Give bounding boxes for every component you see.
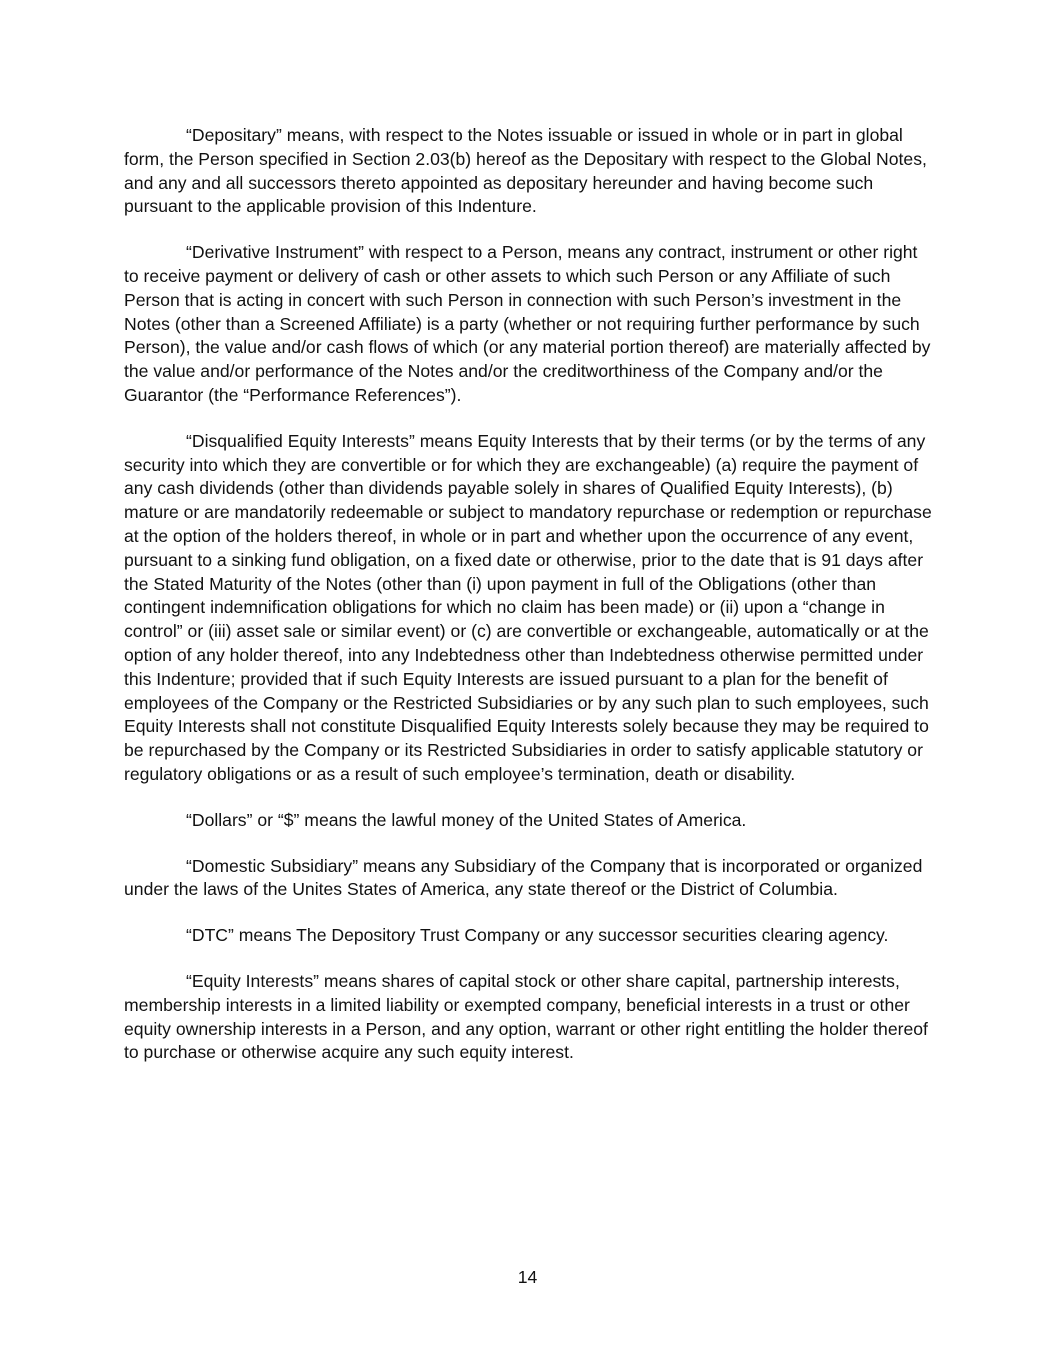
definition-text: means, with respect to the Notes issuable or issued in whole or in part in global form, the Person specified in Section 2.03(b) hereof as the Depositary with respect to the Global Notes, and any and all successors thereto appointed as depositary hereunder and having become such pursuant to the applicable provision of this Indenture. <box>124 125 927 217</box>
definition-text: means Equity Interests that by their terms (or by the terms of any security into which they are convertible or for which they are exchangeable) (a) require the payment of any cash dividends (other than dividends payable solely in shares of Qualified Equity Interests), (b) mature or are mandatorily redeemable or subject to mandatory repurchase or redemption or repurchase at the option of the holders thereof, in whole or in part and whether upon the occurrence of any event, pursuant to a sinking fund obligation, on a fixed date or otherwise, prior to the date that is 91 days after the Stated Maturity of the Notes (other than (i) upon payment in full of the Obligations (other than contingent indemnification obligations for which no claim has been made) or (ii) upon a “change in control” or (iii) asset sale or similar event) or (c) are convertible or exchangeable, automatically or at the option of any holder thereof, into any Indebtedness other than Indebtedness otherwise permitted under this Indenture; provided that if such Equity Interests are issued pursuant to a plan for the benefit of employees of the Company or the Restricted Subsidiaries or by any such plan to such employees, such Equity Interests shall not constitute Disqualified Equity Interests solely because they may be required to be repurchased by the Company or its Restricted Subsidiaries in order to satisfy applicable statutory or regulatory obligations or as a result of such employee’s termination, death or disability. <box>124 430 932 784</box>
defined-term: Domestic Subsidiary <box>191 855 353 876</box>
defined-term: Equity Interests <box>191 970 314 991</box>
definition-domestic-subsidiary: “Domestic Subsidiary” means any Subsidiary of the Company that is incorporated or organized under the laws of the Unites States of America, any state thereof or the District of Columbia. <box>124 855 923 900</box>
definition-dollars: “Dollars” or “$” means the lawful money of the United States of America. <box>186 809 747 830</box>
definition-text: or “$” means the lawful money of the United States of America. <box>257 809 747 830</box>
defined-term: DTC <box>191 925 229 946</box>
definition-derivative-instrument: “Derivative Instrument” with respect to a Person, means any contract, instrument or other right to receive payment or delivery of cash or other assets to which such Person or any Affiliate of such Person that is acting in concert with such Person in connection with such Person’s investment in the Notes (other than a Screened Affiliate) is a party (whether or not requiring further performance by such Person), the value and/or cash flows of which (or any material portion thereof) are materially affected by the value and/or performance of the Notes and/or the creditworthiness of the Company and/or the Guarantor (the “Performance References”). <box>124 242 931 405</box>
defined-term: Depositary <box>191 125 276 145</box>
definition-text: means shares of capital stock or other share capital, partnership interests, membership interests in a limited liability or exempted company, beneficial interests in a trust or other equity ownership interests in a Person, and any option, warrant or other right entitling the holder thereof to purchase or otherwise acquire any such equity interest. <box>124 970 928 1063</box>
definition-equity-interests: “Equity Interests” means shares of capital stock or other share capital, partnership interests, membership interests in a limited liability or exempted company, beneficial interests in a trust or other equity ownership interests in a Person, and any option, warrant or other right entitling the holder thereof to purchase or otherwise acquire any such equity interest. <box>124 970 928 1063</box>
document-body <box>124 124 932 1087</box>
definition-disqualified-equity-interests: “Disqualified Equity Interests” means Equity Interests that by their terms (or by the terms of any security into which they are convertible or for which they are exchangeable) (a) require the payment of any cash dividends (other than dividends payable solely in shares of Qualified Equity Interests), (b) mature or are mandatorily redeemable or subject to mandatory repurchase or redemption or repurchase at the option of the holders thereof, in whole or in part and whether upon the occurrence of any event, pursuant to a sinking fund obligation, on a fixed date or otherwise, prior to the date that is 91 days after the Stated Maturity of the Notes (other than (i) upon payment in full of the Obligations (other than contingent indemnification obligations for which no claim has been made) or (ii) upon a “change in control” or (iii) asset sale or similar event) or (c) are convertible or exchangeable, automatically or at the option of any holder thereof, into any Indebtedness other than Indebtedness otherwise permitted under this Indenture; provided that if such Equity Interests are issued pursuant to a plan for the benefit of employees of the Company or the Restricted Subsidiaries or by any such plan to such employees, such Equity Interests shall not constitute Disqualified Equity Interests solely because they may be required to be repurchased by the Company or its Restricted Subsidiaries in order to satisfy applicable statutory or regulatory obligations or as a result of such employee’s termination, death or disability. <box>124 430 932 784</box>
definition-text: means The Depository Trust Company or any successor securities clearing agency. <box>238 925 889 946</box>
page-number: 14 <box>517 1267 538 1287</box>
defined-term: Disqualified Equity Interests <box>191 430 409 451</box>
definition-text: means any Subsidiary of the Company that is incorporated or organized under the laws of the Unites States of America, any state thereof or the District of Columbia. <box>124 855 923 900</box>
defined-term: Derivative Instrument <box>191 242 359 263</box>
definition-text: with respect to a Person, means any contract, instrument or other right to receive payment or delivery of cash or other assets to which such Person or any Affiliate of such Person that is acting in concert with such Person in connection with such Person’s investment in the Notes (other than a Screened Affiliate) is a party (whether or not requiring further performance by such Person), the value and/or cash flows of which (or any material portion thereof) are materially affected by the value and/or performance of the Notes and/or the creditworthiness of the Company and/or the Guarantor (the “Performance References”). <box>124 242 931 405</box>
definition-dtc: “DTC” means The Depository Trust Company or any successor securities clearing agency. <box>186 925 889 946</box>
defined-term: Dollars <box>191 809 247 830</box>
definition-depositary: “Depositary” means, with respect to the Notes issuable or issued in whole or in part in global form, the Person specified in Section 2.03(b) hereof as the Depositary with respect to the Global Notes, and any and all successors thereto appointed as depositary hereunder and having become such pursuant to the applicable provision of this Indenture. <box>124 125 927 217</box>
